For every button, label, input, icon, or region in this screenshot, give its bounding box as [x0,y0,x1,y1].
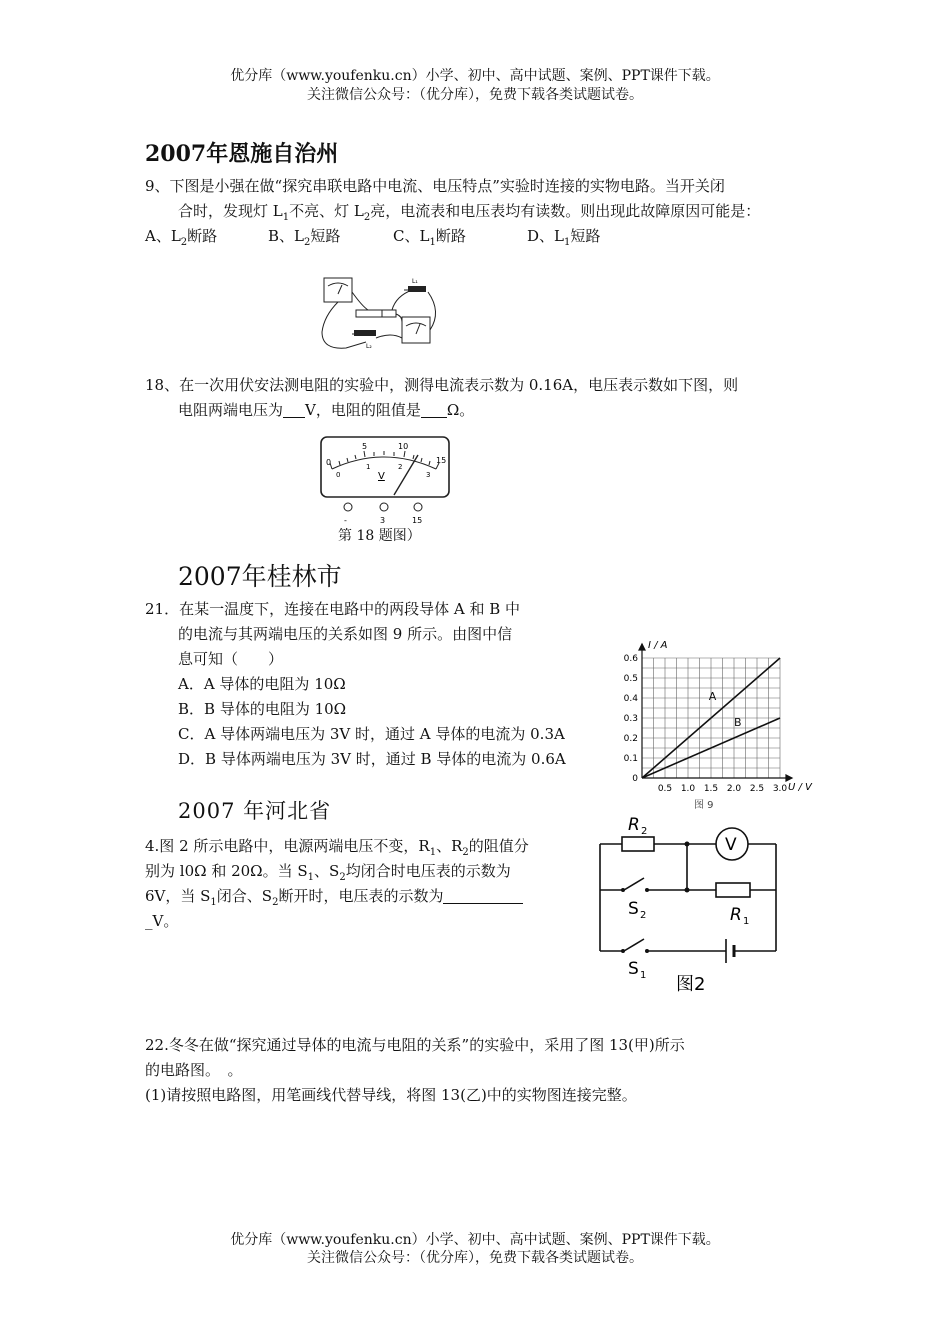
label-s1: S [628,959,639,979]
q4-answer-blank [443,887,523,904]
label-voltmeter: V [725,835,737,855]
figure-18-caption: 第 18 题图） [338,528,421,544]
series-label-A: A [708,690,717,703]
resistor-r2 [622,837,654,851]
y-tick-label: 0.2 [623,734,638,744]
meter-bottom-3: 3 [426,471,431,479]
y-tick-label: 0.6 [623,654,638,664]
figure-2-circuit [592,808,792,1000]
q22-line-1: 22.冬冬在做“探究通过导体的电流与电阻的关系”的实验中，采用了图 13(甲)所示 [145,1036,685,1054]
footer-line-1: 优分库（www.youfenku.cn）小学、初中、高中试题、案例、PPT课件下载。 [230,1232,720,1248]
q9-option-b: B、$L_2$短路 [268,227,341,248]
label-l1: L₁ [412,278,418,285]
figure-9-chart [618,632,812,814]
x-tick-label: 3.0 [772,784,788,794]
label-l2: L₂ [366,343,372,350]
label-s2: S [628,899,639,919]
section-title-hebei: 2007 年河北省 [178,799,332,823]
x-axis-arrow [786,775,792,781]
x-tick-label: 1.5 [703,784,719,794]
label-r1-sub: 1 [743,916,750,927]
q9-circuit-figure [316,272,446,358]
footer-line-2: 关注微信公众号：（优分库），免费下载各类试题试卷。 [307,1250,643,1266]
meter-top-5: 5 [362,442,368,451]
q21-line-2: 的电流与其两端电压的关系如图 9 所示。由图中信 [178,625,513,643]
q21-line-3: 息可知（ ） [178,650,284,668]
meter-unit: V [378,471,385,482]
label-r2-sub: 2 [641,826,648,837]
q22-line-2: 的电路图。 。 [145,1061,243,1079]
x-tick-label: 1.0 [680,784,696,794]
q21-option-b: B．B 导体的电阻为 10Ω [178,700,347,718]
series-label-B: B [734,716,742,729]
voltage-blank [283,401,305,418]
chart-title: 图 9 [694,800,714,811]
q21-option-a: A．A 导体的电阻为 10Ω [178,675,346,693]
label-s1-sub: 1 [640,970,647,981]
y-tick-label: 0.4 [623,694,638,704]
header-line-2: 关注微信公众号：（优分库），免费下载各类试题试卷。 [307,87,643,103]
switch-s1 [624,939,644,951]
q9-line-2: 合时，发现灯 $L_1$不亮、灯 $L_2$亮，电流表和电压表均有读数。则出现此故障原因可能是： [178,202,761,223]
voltmeter-figure [318,435,453,527]
q4-line-2: 别为 l0Ω 和 20Ω。当 $S_1$、$S_2$均闭合时电压表的示数为 [145,862,511,883]
x-tick-label: 0.5 [657,784,673,794]
meter-top-0: 0 [326,458,332,467]
q4-line-4: _V。 [145,912,179,930]
meter-bottom-1: 1 [366,463,371,471]
q4-line-1: 4.图 2 所示电路中，电源两端电压不变，$R_1$、$R_2$的阻值分 [145,837,529,858]
chart-xlabel: U / V [788,782,812,793]
q4-line-3: 6V，当 $S_1$闭合、$S_2$断开时，电压表的示数为 [145,884,523,915]
y-tick-label: 0.1 [623,754,638,764]
section-title-guilin: 2007年桂林市 [178,562,342,591]
terminal-minus: - [344,516,347,525]
label-r2: R [628,815,640,835]
resistor-r1 [716,883,750,897]
switch-s2 [624,878,644,890]
q9-line-1: 9、下图是小强在做“探究串联电路中电流、电压特点”实验时连接的实物电路。当开关闭 [145,177,725,195]
q9-option-a: A、$L_2$断路 [145,227,218,248]
x-tick-label: 2.5 [749,784,765,794]
x-tick-label: 2.0 [726,784,742,794]
chart-ylabel: I / A [648,640,668,651]
meter-bottom-0: 0 [336,471,341,479]
label-r1: R [730,905,742,925]
meter-top-10: 10 [398,442,409,451]
q21-option-c: C．A 导体两端电压为 3V 时，通过 A 导体的电流为 0.3A [178,725,565,743]
label-s2-sub: 2 [640,910,647,921]
figure-2-caption: 图2 [676,974,706,995]
q18-line-1: 18、在一次用伏安法测电阻的实验中，测得电流表示数为 0.16A，电压表示数如下图，则 [145,376,739,394]
q9-option-c: C、$L_1$断路 [393,227,466,248]
q21-option-d: D．B 导体两端电压为 3V 时，通过 B 导体的电流为 0.6A [178,750,566,768]
y-axis-arrow [639,644,645,650]
meter-top-15: 15 [436,456,447,465]
q21-line-1: 21．在某一温度下，连接在电路中的两段导体 A 和 B 中 [145,600,521,618]
q18-line-2: 电阻两端电压为 V，电阻的阻值是 Ω。 [178,401,475,419]
meter-bottom-2: 2 [398,463,403,471]
terminal-3: 3 [380,516,386,525]
header-line-1: 优分库（www.youfenku.cn）小学、初中、高中试题、案例、PPT课件下载。 [230,68,720,84]
y-tick-label: 0.5 [623,674,638,684]
section-title-enshi: 2007年恩施自治州 [145,141,339,167]
q22-line-3: (1)请按照电路图，用笔画线代替导线，将图 13(乙)中的实物图连接完整。 [145,1086,637,1104]
q9-option-d: D、$L_1$短路 [527,227,601,248]
y-tick-label: 0.3 [623,714,638,724]
terminal-15: 15 [412,516,423,525]
y-tick-label: 0 [632,774,638,784]
meter-needle [394,455,418,495]
resistance-blank [421,401,447,418]
